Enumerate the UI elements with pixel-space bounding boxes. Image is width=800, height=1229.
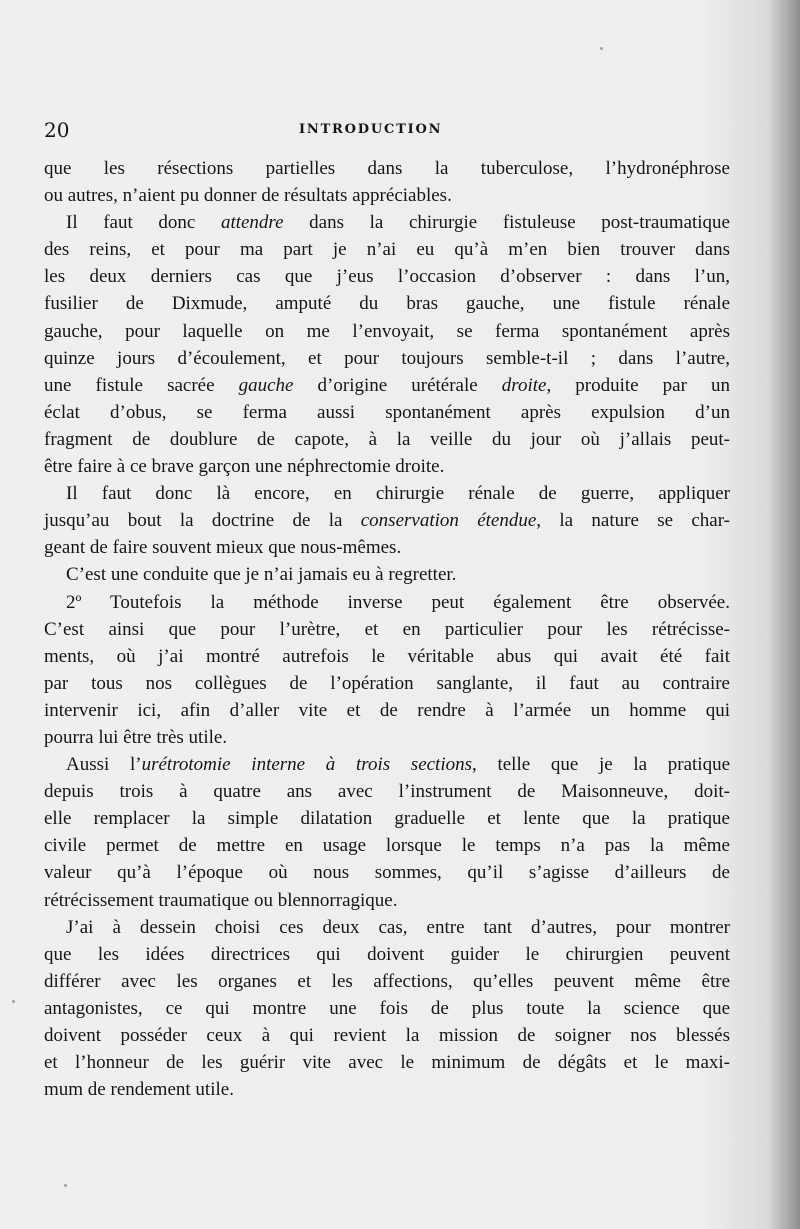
text-fragment: doivent posséder ceux à qui revient la mission de soigner nos blessés <box>44 1025 730 1046</box>
paper-speck <box>600 47 603 50</box>
text-fragment: dans la chirurgie fistuleuse post-traumatique <box>283 212 730 234</box>
text-line <box>44 318 730 345</box>
text-fragment: , telle que je la pratique <box>472 754 730 776</box>
text-fragment: elle remplacer la simple dilatation graduelle et lente que la pratique <box>44 808 730 830</box>
text-fragment: et l’honneur de les guérir vite avec le minimum de dégâts et le maxi- <box>44 1052 730 1074</box>
text-line <box>44 1022 730 1049</box>
italic-text: urétrotomie interne à trois sections <box>141 754 473 776</box>
text-line <box>44 1049 730 1076</box>
text-line <box>44 507 730 534</box>
text-fragment: depuis trois à quatre ans avec l’instrument de Maisonneuve, doit- <box>44 781 730 803</box>
text-line <box>44 724 730 751</box>
text-fragment: pourra lui être très utile. <box>44 726 228 748</box>
text-fragment: différer avec les organes et les affections, qu’elles peuvent même être <box>44 970 730 992</box>
body-text <box>44 155 730 1103</box>
text-line <box>44 561 730 588</box>
text-fragment: Il faut donc <box>66 212 221 234</box>
text-line <box>44 832 730 859</box>
text-fragment: intervenir ici, afin d’aller vite et de rendre à l’armée un homme qui <box>44 699 730 721</box>
italic-text: conservation étendue <box>360 510 537 532</box>
text-line <box>44 941 730 968</box>
page-number: 20 <box>44 118 70 142</box>
text-fragment: , la nature se char- <box>536 510 730 532</box>
text-line <box>44 643 730 670</box>
text-line <box>44 1076 730 1103</box>
text-fragment: fragment de doublure de capote, à la veille du jour où j’allais peut- <box>44 428 730 450</box>
page-header <box>44 118 734 146</box>
text-line <box>44 372 730 399</box>
text-fragment: , produite par un <box>546 374 731 396</box>
text-fragment: que les résections partielles dans la tuberculose, l’hydronéphrose <box>44 158 730 179</box>
text-fragment: ments, où j’ai montré autrefois le véritable abus qui avait été fait <box>44 645 730 667</box>
text-line <box>44 616 730 643</box>
running-head: INTRODUCTION <box>299 122 443 137</box>
text-line <box>44 968 730 995</box>
text-line <box>44 751 730 778</box>
text-line <box>44 263 730 290</box>
paper-speck <box>64 1184 67 1187</box>
text-line <box>44 697 730 724</box>
text-fragment: jusqu’au bout la doctrine de la <box>44 510 361 532</box>
text-line <box>44 480 730 507</box>
text-line <box>44 670 730 697</box>
text-fragment: 2º Toutefois la méthode inverse peut également être observée. <box>66 591 730 613</box>
italic-text: gauche <box>238 374 294 396</box>
paper-speck <box>12 1000 15 1003</box>
text-line <box>44 345 730 372</box>
text-fragment: quinze jours d’écoulement, et pour toujours semble-t-il ; dans l’autre, <box>44 347 730 369</box>
text-line <box>44 209 730 236</box>
text-fragment: des reins, et pour ma part je n’ai eu qu’à m’en bien trouver dans <box>44 239 730 261</box>
text-line <box>44 887 730 914</box>
text-line <box>44 805 730 832</box>
text-fragment: fusilier de Dixmude, amputé du bras gauche, une fistule rénale <box>44 293 730 315</box>
text-fragment: d’origine urétérale <box>293 374 502 396</box>
text-fragment: ou autres, n’aient pu donner de résultats appréciables. <box>44 185 452 207</box>
text-fragment: geant de faire souvent mieux que nous-mêmes. <box>44 537 402 559</box>
text-line <box>44 778 730 805</box>
text-line <box>44 534 730 561</box>
text-line <box>44 182 730 209</box>
text-line <box>44 995 730 1022</box>
text-fragment: civile permet de mettre en usage lorsque le temps n’a pas la même <box>44 835 730 857</box>
text-fragment: les deux derniers cas que j’eus l’occasion d’observer : dans l’un, <box>44 266 730 288</box>
text-line <box>44 589 730 616</box>
text-fragment: mum de rendement utile. <box>44 1079 234 1101</box>
italic-text: attendre <box>220 212 284 234</box>
text-fragment: par tous nos collègues de l’opération sanglante, il faut au contraire <box>44 672 730 694</box>
text-fragment: éclat d’obus, se ferma aussi spontanément après expulsion d’un <box>44 401 730 423</box>
text-fragment: C’est ainsi que pour l’urètre, et en particulier pour les rétrécisse- <box>44 618 730 640</box>
text-line <box>44 453 730 480</box>
text-line <box>44 290 730 317</box>
text-fragment: Aussi l’ <box>66 754 142 776</box>
text-line <box>44 859 730 886</box>
text-line <box>44 236 730 263</box>
text-fragment: une fistule sacrée <box>44 374 239 396</box>
text-fragment: que les idées directrices qui doivent guider le chirurgien peuvent <box>44 943 730 965</box>
text-fragment: gauche, pour laquelle on me l’envoyait, se ferma spontanément après <box>44 320 730 342</box>
text-fragment: Il faut donc là encore, en chirurgie rénale de guerre, appliquer <box>66 483 730 505</box>
italic-text: droite <box>501 374 547 396</box>
text-line <box>44 155 730 182</box>
text-line <box>44 399 730 426</box>
text-fragment: C’est une conduite que je n’ai jamais eu à regretter. <box>66 564 457 586</box>
text-line <box>44 426 730 453</box>
text-fragment: être faire à ce brave garçon une néphrectomie droite. <box>44 456 445 478</box>
text-fragment: valeur qu’à l’époque où nous sommes, qu’il s’agisse d’ailleurs de <box>44 862 730 884</box>
text-fragment: rétrécissement traumatique ou blennorragique. <box>44 889 398 911</box>
text-fragment: antagonistes, ce qui montre une fois de plus toute la science que <box>44 997 730 1019</box>
text-line <box>44 914 730 941</box>
text-fragment: J’ai à dessein choisi ces deux cas, entre tant d’autres, pour montrer <box>66 916 730 938</box>
